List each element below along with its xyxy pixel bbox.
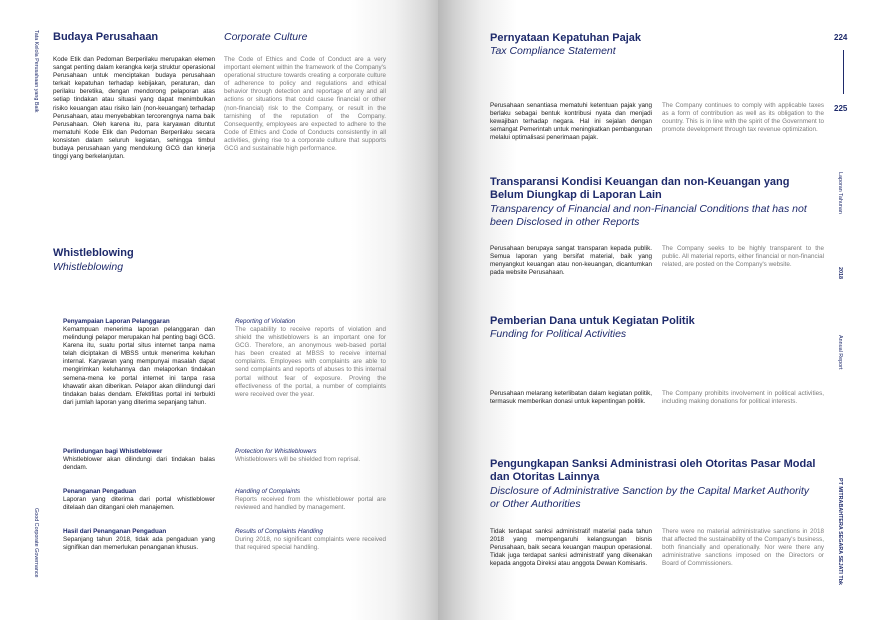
whistleblowing-title-id: Whistleblowing (53, 247, 134, 259)
political-title-id: Pemberian Dana untuk Kegiatan Politik (490, 315, 695, 327)
protection-head-id: Perlindungan bagi Whistleblower (63, 448, 163, 455)
political-text-en: The Company prohibits involvement in political activities, including making donations for political interests. (662, 390, 824, 406)
sanction-title-id: Pengungkapan Sanksi Administrasi oleh Otoritas Pasar Modal dan Otoritas Lainnya (490, 458, 816, 483)
results-head-id: Hasil dari Penanganan Pengaduan (63, 528, 167, 535)
handling-text-en: Reports received from the whistleblower portal are reviewed and handled by management. (235, 496, 386, 512)
reporting-violation-head-en: Reporting of Violation (235, 318, 296, 325)
tax-text-en: The Company continues to comply with applicable taxes as a form of contribution as well as its obligation to the country. This is in line with the spirit of the Government to promote development through tax revenue optimization. (662, 102, 824, 134)
handling-head-en: Handling of Complaints (235, 488, 301, 495)
political-title-en: Funding for Political Activities (490, 328, 627, 340)
transparency-title-en: Transparency of Financial and non-Financial Conditions that has not been Disclosed in other Reports (490, 203, 807, 228)
culture-title-id: Budaya Perusahaan (53, 31, 159, 43)
sanction-title-en: Disclosure of Administrative Sanction by the Capital Market Authority or Other Authorities (490, 485, 810, 510)
handling-text-id: Laporan yang diterima dari portal whistleblower ditelaah dan ditangani oleh manajemen. (63, 496, 215, 512)
transparency-title-id: Transparansi Kondisi Keuangan dan non-Keuangan yang Belum Diungkap di Laporan Lain (490, 176, 790, 201)
culture-text-id: Kode Etik dan Pedoman Berperilaku merupakan elemen sangat penting dalam kerangka kerja struktur operasional Perusahaan untuk menciptakan budaya perusahaan terkait kepatuhan terhadap kebijakan, peraturan, dan perilaku beretika, dengan mendorong pelaporan atas setiap tindakan atau situasi yang dapat menimbulkan risiko keuangan atau risiko lain (non-keuangan) terhadap Perusahaan, atau menyebabkan tercorengnya nama baik Perusahaan. Oleh karena itu, para karyawan dituntut mematuhi Kode Etik dan Pedoman Berperilaku secara konsisten dalam seluruh kegiatan, sehingga timbul budaya perusahaan yang mendukung GCG dan kinerja tinggi yang berkelanjutan. (53, 56, 215, 161)
right-page (438, 0, 876, 620)
side-label-annual-report: Annual Report (837, 335, 843, 370)
handling-head-id: Penanganan Pengaduan (63, 488, 137, 495)
side-label-gcg: Good Corporate Governance (33, 508, 39, 578)
tax-title-en: Tax Compliance Statement (490, 45, 616, 57)
tax-title-id: Pernyataan Kepatuhan Pajak (490, 32, 642, 44)
page-number-225: 225 (834, 104, 848, 113)
reporting-violation-text-en: The capability to receive reports of violation and shield the whistleblowers is an important one for GCG. Therefore, an anonymous web-based portal has been created at MBSS to receive internal complaints. Employees with complaints are able to send complaints and reports of abuses to this internal portal without fear of exposure. Proving the effectiveness of the portal, a number of complaints were received over the year. (235, 326, 386, 398)
side-label-tata-kelola: Tata Kelola Perusahaan yang Baik (33, 30, 39, 113)
transparency-text-id: Perusahaan berupaya sangat transparan kepada publik. Semua laporan yang bersifat material, baik yang menyangkut keuangan atau non-keuangan, dicantumkan pada website Perusahaan. (490, 245, 652, 277)
transparency-text-en: The Company seeks to be highly transparent to the public. All material reports, either financial or non-financial related, are posted on the Company's website. (662, 245, 824, 269)
side-label-company: PT MITRABAHTERA SEGARA SEJATI Tbk (837, 478, 843, 586)
side-label-year: 2018 (837, 267, 843, 279)
protection-text-id: Whistleblower akan dilindungi dari tindakan balas dendam. (63, 456, 215, 472)
results-head-en: Results of Complaints Handling (235, 528, 323, 535)
tax-text-id: Perusahaan senantiasa mematuhi ketentuan pajak yang berlaku sebagai bentuk kontribusi nyata dan menjadi kewajiban terhadap negara. Hal ini sejalan dengan semangat Pemerintah untuk meningkatkan pembangunan melalui optimalisasi penerimaan pajak. (490, 102, 652, 142)
protection-text-en: Whistleblowers will be shielded from reprisal. (235, 456, 361, 463)
page-number-divider (843, 50, 844, 94)
protection-head-en: Protection for Whistleblowers (235, 448, 317, 455)
side-label-laporan: Laporan Tahunan (837, 172, 843, 214)
political-text-id: Perusahaan melarang keterlibatan dalam kegiatan politik, termasuk memberikan donasi untuk kepentingan politik. (490, 390, 652, 406)
culture-title-en: Corporate Culture (224, 31, 308, 43)
results-text-id: Sepanjang tahun 2018, tidak ada pengaduan yang signifikan dan memerlukan penanganan khusus. (63, 536, 215, 552)
sanction-text-id: Tidak terdapat sanksi administratif material pada tahun 2018 yang mempengaruhi kelangsungan bisnis Perusahaan, baik secara keuangan maupun operasional. Tidak juga terdapat sanksi administratif yang dikenakan kepada anggota Direksi atau anggota Dewan Komisaris. (490, 528, 652, 568)
whistleblowing-title-en: Whistleblowing (53, 261, 124, 273)
reporting-violation-head-id: Penyampaian Laporan Pelanggaran (63, 318, 170, 325)
sanction-text-en: There were no material administrative sanctions in 2018 that affected the sustainability of the Company's business, both financially and operationally. Nor were there any administrative sanctions imposed on the Directors or Board of Commissioners. (662, 528, 824, 568)
results-text-en: During 2018, no significant complaints were received that required special handling. (235, 536, 386, 552)
reporting-violation-text-id: Kemampuan menerima laporan pelanggaran dan melindungi pelapor merupakan hal penting bagi GCG. Karena itu, suatu portal situs internet tanpa nama telah diciptakan di MBSS untuk menerima keluhan internal. Karyawan yang mempunyai masalah dapat mengirimkan keluhannya dan melaporkan tindakan semena-mena ke portal internet ini tanpa rasa khawatir akan diberikan. Pelapor akan dilindungi dari tindakan balas dendam. Efektifitas portal ini terbukti dari jumlah laporan yang diterima sepanjang tahun. (63, 326, 215, 406)
culture-text-en: The Code of Ethics and Code of Conduct are a very important element within the framework of the Company's operational structure towards creating a corporate culture of adherence to policy and regulations and ethical behavior through detection and reportage of any and all actions or situations that could cause financial or other (non-financial) risk to the Company, or result in the tarnishing of the reputation of the Company. Consequently, employees are expected to adhere to the Code of Ethics and Code of Conducts consistently in all activities, giving rise to a corporate culture that supports GCG and sustainable high performance. (224, 56, 386, 153)
page-number-224: 224 (834, 33, 848, 42)
